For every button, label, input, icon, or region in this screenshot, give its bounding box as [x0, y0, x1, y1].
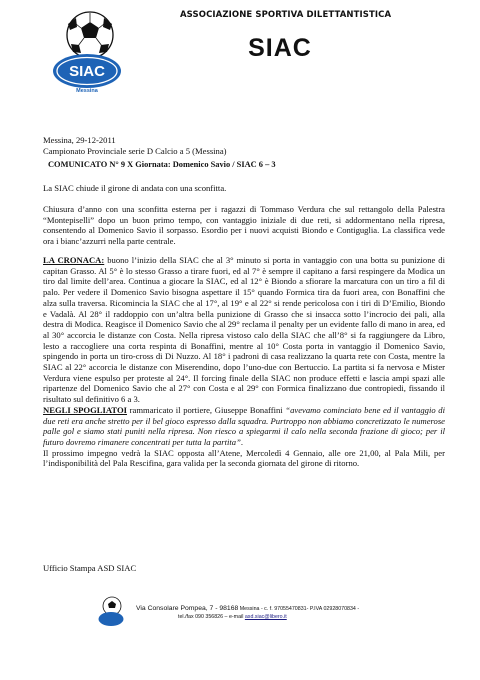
locker-end: . [240, 436, 244, 447]
soccer-ball-logo-icon [52, 10, 122, 94]
chronicle-paragraph [43, 255, 445, 469]
next-match: Il prossimo impegno vedrà la SIAC opposta all’Atene, Mercoledì 4 Gennaio, alle ore 21,00, al Pala Mili, per l’indisponibilità del Pala Rescifina, gara valida per la seconda giornata del girone di ritorno. [43, 447, 445, 469]
summary-paragraph: Chiusura d’anno con una sconfitta esterna per i ragazzi di Tommaso Verdura che sul rettangolo della Palestra “Montepiselli” dopo un buon primo tempo, con vantaggio iniziale di due reti, si addormentano nella ripresa, consentendo al Domenico Savio il sorpasso. Esordio per i nuovi acquisti Biondo e Contiguglia. La classifica vede ora i bianc’azzurri nella parte centrale. [43, 204, 445, 247]
championship: Campionato Provinciale serie D Calcio a 5 (Messina) [43, 146, 227, 156]
locker-quote: “avevamo cominciato bene ed il vantaggio di due reti era anche stretto per il bel gioco espresso dalla squadra. Purtroppo non abbiamo concretizzato le numerose palle gol e siamo stati puniti nella ripresa. Non riesco a spiegarmi il calo nella seconda frazione di gioco; per il futuro dovremo rimanere concentrati per tutta la partita” [43, 404, 445, 447]
footer-city: Messina - c. f. 97055470831- P.IVA 02928070834 - [238, 606, 360, 612]
chronicle-text: buono l’inizio della SIAC che al 3° minuto si porta in vantaggio con una botta su punizione di capitan Grasso. Al 5° è lo stesso Grasso a tirare fuori, ed al 7° è sempre il capitano a farsi respingere da Modica un tiro dal limite dell’area. Continua a giocare la SIAC, ed al 12° è Biondo a sfiorare la marcatura con un tiro a fil di palo. Per vedere il Domenico Savio bisogna aspettare il 15° quando Formica tira da fuori area, con Bonaffini che alza sulla traversa. Ricomincia la SIAC che al 17°, al 19° e al 22° si rende pericolosa con i tiri di D’Emilio, Biondo e Vadalà. Al 28° il raddoppio con un’altra bella punizione di Grasso che si insacca sotto l’incrocio dei pali, alla destra di Modica. Reagisce il Domenico Savio che al 29° reclama il penalty per un evidente fallo di mano in area, ed al 30° accorcia le distanze con Costa. Nella ripresa vistoso calo della SIAC che all’8° si fa raggiungere da Libro, lesto a raccogliere una corta respinta di Bonaffini, mentre al 10° Costa porta in vantaggio il Domenico Savio, spingendo in porta un tiro-cross di Di Nuzzo. Al 18° i padroni di casa realizzano la quarta rete con Costa, mentre la SIAC al 22° accorcia le distanze con Miserendino, dopo l’uno-due con Bertuccio. La partita si fa nervosa e Mister Verdura viene espulso per proteste al 24°. Il forcing finale della SIAC non produce effetti e lascia ampi spazi alle ripartenze del Domenico Savio che al 27° con Costa e al 29° con Formica finalizzano due contropiedi, fissando il risultato sul definitivo 6 a 3. [43, 255, 445, 405]
footer-logo [98, 596, 124, 628]
intro-paragraph: La SIAC chiude il girone di andata con una sconfitta. [43, 183, 227, 193]
locker-text: rammaricato il portiere, Giuseppe Bonaffini [127, 404, 286, 415]
footer-email-link[interactable]: asd.siac@libero.it [244, 614, 287, 620]
footer-contacts [136, 605, 359, 621]
locker-label: NEGLI SPOGLIATOI [43, 404, 128, 415]
siac-logo [52, 10, 122, 94]
soccer-ball-small-icon [98, 596, 124, 628]
footer-phone: tel./fax 090 356826 – e-mail [178, 614, 244, 620]
footer-address: Via Consolare Pompea, 7 - 98168 [136, 605, 239, 612]
place-date: Messina, 29-12-2011 [43, 135, 116, 145]
press-office: Ufficio Stampa ASD SIAC [43, 563, 137, 573]
page-title: SIAC [248, 34, 312, 62]
logo-subtext: Messina [76, 88, 98, 94]
chronicle-label: LA CRONACA: [43, 255, 105, 265]
header-block [180, 10, 392, 63]
logo-text: SIAC [69, 63, 105, 80]
association-name: ASSOCIAZIONE SPORTIVA DILETTANTISTICA [180, 10, 392, 20]
communique-title: COMUNICATO N° 9 X Giornata: Domenico Savio / SIAC 6 – 3 [48, 160, 276, 169]
